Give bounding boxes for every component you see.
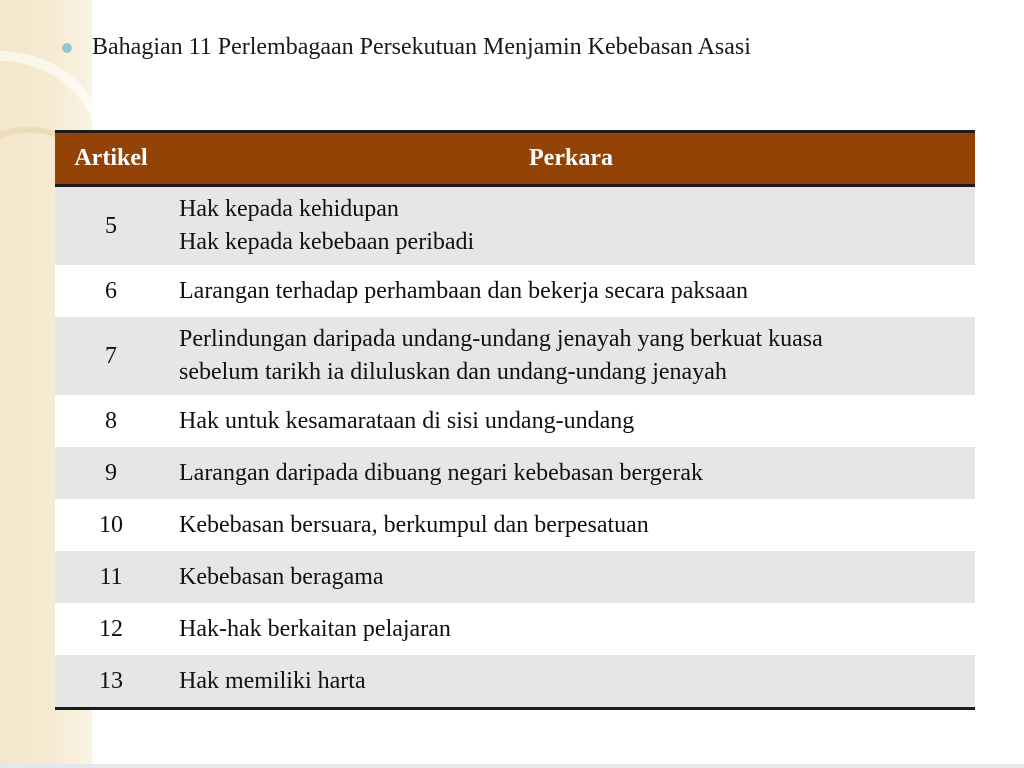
article-subject: Hak memiliki harta	[167, 655, 975, 709]
article-subject	[167, 317, 975, 395]
article-subject: Kebebasan bersuara, berkumpul dan berpesatuan	[179, 511, 649, 538]
article-number: 11	[99, 563, 123, 590]
articles-table	[55, 130, 975, 710]
article-number: 13	[55, 655, 167, 709]
article-number: 12	[99, 615, 123, 642]
header-artikel: Artikel	[55, 132, 167, 186]
article-subject	[167, 186, 975, 266]
article-number: 9	[105, 459, 117, 486]
table-row	[55, 447, 975, 499]
article-subject: Hak untuk kesamarataan di sisi undang-undang	[179, 407, 635, 434]
bullet-heading	[62, 34, 751, 61]
table-row	[55, 186, 975, 266]
table-row	[55, 603, 975, 655]
article-number: 5	[105, 212, 117, 239]
article-number: 10	[99, 511, 123, 538]
article-number: 7	[105, 342, 117, 369]
table-row	[55, 317, 975, 395]
article-subject: Larangan terhadap perhambaan dan bekerja secara paksaan	[179, 277, 749, 304]
article-number: 6	[105, 277, 117, 304]
table-row	[55, 655, 975, 709]
bullet-text: Bahagian 11 Perlembagaan Persekutuan Menjamin Kebebasan Asasi	[92, 34, 751, 60]
bullet-dot-icon	[62, 43, 72, 53]
article-subject: Hak-hak berkaitan pelajaran	[179, 615, 451, 642]
table-header-row	[55, 132, 975, 186]
subject-line: Hak kepada kebebaan peribadi	[179, 229, 475, 255]
subject-line: Perlindungan daripada undang-undang jenayah yang berkuat kuasa	[179, 326, 823, 352]
article-number: 8	[105, 407, 117, 434]
bottom-strip	[0, 764, 1024, 768]
article-subject: Larangan daripada dibuang negari kebebasan bergerak	[179, 459, 703, 486]
table-row	[55, 551, 975, 603]
header-perkara: Perkara	[167, 132, 975, 186]
table-row	[55, 395, 975, 447]
subject-line: Hak kepada kehidupan	[179, 196, 399, 222]
table-row	[55, 265, 975, 317]
subject-line: sebelum tarikh ia diluluskan dan undang-undang jenayah	[179, 359, 727, 385]
table-row	[55, 499, 975, 551]
article-subject: Kebebasan beragama	[179, 563, 384, 590]
